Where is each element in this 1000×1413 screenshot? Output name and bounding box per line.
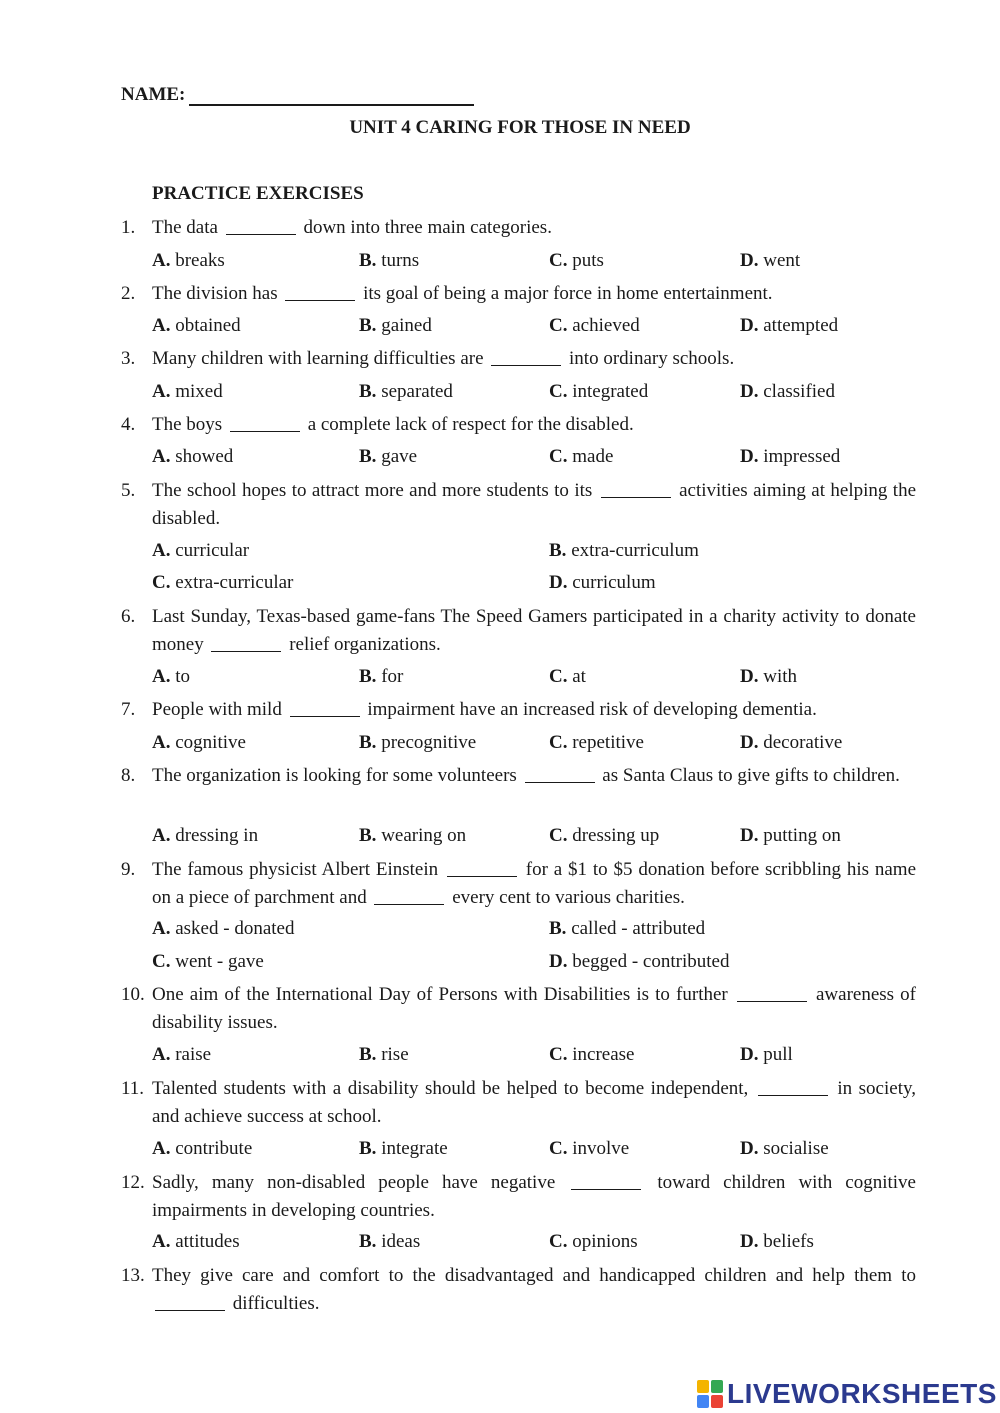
option-text: obtained [170, 315, 241, 336]
question-stem [152, 477, 916, 533]
answer-blank[interactable] [211, 635, 281, 652]
answer-option[interactable] [549, 312, 640, 340]
name-blank-line[interactable] [189, 86, 474, 106]
answer-blank[interactable] [525, 766, 595, 783]
option-text: separated [376, 381, 453, 402]
question-stem [152, 1262, 916, 1318]
stem-text: relief organizations. [284, 634, 441, 655]
option-text: extra-curriculum [566, 540, 699, 561]
option-text: for [376, 666, 404, 687]
option-letter: C. [152, 572, 171, 593]
question-12 [121, 1169, 916, 1225]
option-letter: D. [740, 825, 759, 846]
question-9 [121, 856, 916, 912]
answer-option[interactable] [549, 537, 699, 565]
option-letter: B. [359, 381, 377, 402]
question-stem [152, 345, 916, 373]
stem-text: activities aiming at helping the disabled. [152, 480, 917, 529]
option-letter: B. [549, 540, 567, 561]
answer-blank[interactable] [290, 700, 360, 717]
answer-option[interactable] [359, 729, 476, 757]
answer-option[interactable] [549, 729, 644, 757]
answer-blank[interactable] [737, 985, 807, 1002]
answer-blank[interactable] [285, 284, 355, 301]
option-text: dressing up [567, 825, 660, 846]
answer-option[interactable] [152, 378, 223, 406]
option-letter: C. [549, 315, 568, 336]
option-text: contribute [170, 1138, 253, 1159]
option-text: socialise [758, 1138, 829, 1159]
option-text: with [758, 666, 798, 687]
option-text: mixed [170, 381, 223, 402]
option-text: extra-curricular [170, 572, 294, 593]
option-text: begged - contributed [567, 951, 730, 972]
answer-option[interactable] [549, 663, 586, 691]
option-letter: D. [740, 732, 759, 753]
option-letter: A. [152, 250, 171, 271]
option-text: classified [758, 381, 835, 402]
stem-text: down into three main categories. [298, 217, 552, 238]
option-letter: A. [152, 1231, 171, 1252]
answer-option[interactable] [549, 1135, 629, 1163]
option-text: wearing on [376, 825, 467, 846]
option-text: gained [376, 315, 432, 336]
answer-option[interactable] [549, 1041, 634, 1069]
option-text: gave [376, 446, 418, 467]
option-text: curricular [170, 540, 250, 561]
question-stem [152, 1169, 916, 1225]
option-text: impressed [758, 446, 841, 467]
stem-text: The boys [152, 414, 227, 435]
answer-option[interactable] [359, 1041, 409, 1069]
stem-text: difficulties. [228, 1293, 320, 1314]
option-letter: B. [549, 918, 567, 939]
option-letter: C. [549, 1138, 568, 1159]
question-stem [152, 1075, 916, 1131]
stem-text: in society, and achieve success at school. [152, 1078, 916, 1127]
answer-blank[interactable] [601, 481, 671, 498]
option-letter: A. [152, 732, 171, 753]
stem-text: every cent to various charities. [447, 887, 685, 908]
question-number: 11. [121, 1078, 145, 1099]
option-letter: C. [549, 732, 568, 753]
answer-option[interactable] [359, 663, 403, 691]
question-8 [121, 762, 916, 790]
answer-option[interactable] [740, 443, 840, 471]
answer-option[interactable] [152, 443, 233, 471]
question-number: 1. [121, 217, 136, 238]
stem-text: Talented students with a disability should be helped to become independent, [152, 1078, 755, 1099]
option-text: went - gave [170, 951, 264, 972]
option-text: repetitive [567, 732, 644, 753]
stem-text: The famous physicist Albert Einstein [152, 859, 444, 880]
answer-option[interactable] [740, 247, 800, 275]
stem-text: Many children with learning difficulties are [152, 348, 489, 369]
option-letter: C. [549, 825, 568, 846]
name-label: NAME: [121, 84, 186, 105]
option-letter: C. [549, 250, 568, 271]
option-letter: B. [359, 1231, 377, 1252]
answer-option[interactable] [549, 822, 659, 850]
option-text: went [758, 250, 801, 271]
option-text: showed [170, 446, 234, 467]
option-letter: D. [549, 951, 568, 972]
option-letter: B. [359, 446, 377, 467]
answer-option[interactable] [152, 663, 190, 691]
stem-text: They give care and comfort to the disadvantaged and handicapped children and help them to [152, 1265, 916, 1286]
option-letter: D. [740, 1231, 759, 1252]
question-number: 9. [121, 859, 136, 880]
option-text: cognitive [170, 732, 246, 753]
question-2 [121, 280, 916, 308]
logo-square [697, 1380, 709, 1393]
option-text: at [567, 666, 586, 687]
answer-option[interactable] [740, 729, 842, 757]
option-letter: D. [740, 381, 759, 402]
option-letter: C. [549, 1044, 568, 1065]
option-text: achieved [567, 315, 640, 336]
option-letter: B. [359, 315, 377, 336]
option-letter: A. [152, 381, 171, 402]
question-stem [152, 696, 916, 724]
question-number: 12. [121, 1172, 145, 1193]
answer-option[interactable] [152, 312, 241, 340]
option-text: beliefs [758, 1231, 814, 1252]
option-text: putting on [758, 825, 841, 846]
answer-blank[interactable] [571, 1173, 641, 1190]
option-text: opinions [567, 1231, 638, 1252]
option-letter: A. [152, 315, 171, 336]
answer-option[interactable] [152, 915, 294, 943]
option-text: turns [376, 250, 420, 271]
section-title: PRACTICE EXERCISES [152, 183, 364, 204]
answer-blank[interactable] [155, 1294, 225, 1311]
question-stem [152, 280, 916, 308]
option-letter: A. [152, 1138, 171, 1159]
answer-option[interactable] [359, 443, 417, 471]
answer-option[interactable] [359, 1228, 420, 1256]
answer-option[interactable] [740, 822, 841, 850]
option-letter: A. [152, 666, 171, 687]
answer-option[interactable] [152, 247, 225, 275]
option-letter: A. [152, 918, 171, 939]
option-letter: C. [549, 381, 568, 402]
option-text: integrate [376, 1138, 448, 1159]
question-7 [121, 696, 916, 724]
answer-option[interactable] [549, 569, 656, 597]
question-number: 6. [121, 606, 136, 627]
stem-text: into ordinary schools. [564, 348, 735, 369]
option-text: precognitive [376, 732, 477, 753]
option-letter: D. [549, 572, 568, 593]
stem-text: The organization is looking for some volunteers [152, 765, 522, 786]
answer-blank[interactable] [374, 888, 444, 905]
option-text: curriculum [567, 572, 656, 593]
answer-option[interactable] [740, 1041, 793, 1069]
option-text: attitudes [170, 1231, 240, 1252]
option-letter: C. [549, 666, 568, 687]
logo-square [711, 1380, 723, 1393]
stem-text: toward children with cognitive impairments in developing countries. [152, 1172, 916, 1221]
name-field [121, 84, 474, 106]
stem-text: impairment have an increased risk of developing dementia. [362, 699, 817, 720]
stem-text: Sadly, many non-disabled people have negative [152, 1172, 569, 1193]
answer-option[interactable] [359, 822, 466, 850]
question-1 [121, 214, 916, 242]
question-number: 7. [121, 699, 136, 720]
option-text: rise [376, 1044, 409, 1065]
option-letter: B. [359, 1044, 377, 1065]
option-text: puts [567, 250, 604, 271]
answer-option[interactable] [152, 537, 249, 565]
answer-option[interactable] [549, 247, 604, 275]
question-number: 8. [121, 765, 136, 786]
stem-text: The data [152, 217, 223, 238]
option-text: ideas [376, 1231, 421, 1252]
question-number: 13. [121, 1265, 145, 1286]
answer-option[interactable] [359, 1135, 448, 1163]
option-letter: B. [359, 825, 377, 846]
stem-text: One aim of the International Day of Persons with Disabilities is to further [152, 984, 734, 1005]
answer-blank[interactable] [758, 1079, 828, 1096]
option-letter: B. [359, 732, 377, 753]
option-letter: A. [152, 446, 171, 467]
option-letter: C. [152, 951, 171, 972]
answer-option[interactable] [359, 378, 453, 406]
stem-text: People with mild [152, 699, 287, 720]
option-text: dressing in [170, 825, 259, 846]
option-letter: A. [152, 825, 171, 846]
option-letter: D. [740, 446, 759, 467]
logo-square [697, 1395, 709, 1408]
question-10 [121, 981, 916, 1037]
answer-blank[interactable] [226, 218, 296, 235]
option-letter: D. [740, 315, 759, 336]
question-6 [121, 603, 916, 659]
option-text: involve [567, 1138, 630, 1159]
option-text: attempted [758, 315, 839, 336]
stem-text: Last Sunday, Texas-based game-fans The Speed Gamers participated in a charity activity to donate money [152, 606, 916, 655]
question-4 [121, 411, 916, 439]
answer-option[interactable] [359, 312, 432, 340]
answer-option[interactable] [740, 378, 835, 406]
stem-text: its goal of being a major force in home entertainment. [358, 283, 773, 304]
option-text: increase [567, 1044, 635, 1065]
option-text: pull [758, 1044, 793, 1065]
answer-option[interactable] [549, 378, 648, 406]
stem-text: a complete lack of respect for the disabled. [302, 414, 634, 435]
option-text: made [567, 446, 614, 467]
option-text: breaks [170, 250, 225, 271]
question-number: 4. [121, 414, 136, 435]
answer-option[interactable] [152, 948, 264, 976]
stem-text: as Santa Claus to give gifts to children. [597, 765, 900, 786]
logo-square [711, 1395, 723, 1408]
option-text: decorative [758, 732, 843, 753]
logo-text: LIVEWORKSHEETS [727, 1378, 997, 1409]
question-number: 3. [121, 348, 136, 369]
answer-option[interactable] [152, 822, 258, 850]
option-text: to [170, 666, 191, 687]
answer-option[interactable] [740, 312, 838, 340]
option-letter: A. [152, 540, 171, 561]
answer-option[interactable] [549, 948, 729, 976]
question-stem [152, 411, 916, 439]
stem-text: awareness of disability issues. [152, 984, 916, 1033]
option-letter: D. [740, 666, 759, 687]
option-letter: A. [152, 1044, 171, 1065]
answer-option[interactable] [359, 247, 419, 275]
liveworksheets-logo [697, 1377, 997, 1411]
answer-option[interactable] [740, 1135, 829, 1163]
answer-option[interactable] [152, 1041, 211, 1069]
question-5 [121, 477, 916, 533]
option-letter: D. [740, 250, 759, 271]
answer-option[interactable] [152, 569, 293, 597]
option-letter: D. [740, 1044, 759, 1065]
option-text: called - attributed [566, 918, 706, 939]
question-stem [152, 981, 916, 1037]
option-letter: C. [549, 1231, 568, 1252]
stem-text: The division has [152, 283, 283, 304]
option-text: raise [170, 1044, 212, 1065]
question-number: 10. [121, 984, 145, 1005]
question-stem [152, 214, 916, 242]
question-13 [121, 1262, 916, 1318]
option-letter: D. [740, 1138, 759, 1159]
answer-option[interactable] [549, 915, 705, 943]
answer-option[interactable] [152, 1135, 252, 1163]
unit-title: UNIT 4 CARING FOR THOSE IN NEED [349, 117, 691, 138]
option-letter: B. [359, 250, 377, 271]
answer-option[interactable] [740, 1228, 814, 1256]
logo-mark-icon [697, 1380, 723, 1408]
answer-option[interactable] [549, 443, 613, 471]
question-number: 2. [121, 283, 136, 304]
option-text: asked - donated [170, 918, 295, 939]
option-letter: B. [359, 1138, 377, 1159]
answer-option[interactable] [152, 729, 246, 757]
answer-blank[interactable] [491, 349, 561, 366]
stem-text: The school hopes to attract more and more students to its [152, 480, 598, 501]
question-stem [152, 603, 916, 659]
stem-text: for a $1 to $5 donation before scribbling his name on a piece of parchment and [152, 859, 916, 908]
answer-option[interactable] [549, 1228, 638, 1256]
question-number: 5. [121, 480, 136, 501]
answer-option[interactable] [740, 663, 797, 691]
option-text: integrated [567, 381, 649, 402]
question-stem [152, 762, 916, 790]
option-letter: C. [549, 446, 568, 467]
question-stem [152, 856, 916, 912]
answer-blank[interactable] [230, 415, 300, 432]
option-letter: B. [359, 666, 377, 687]
question-11 [121, 1075, 916, 1131]
answer-blank[interactable] [447, 860, 517, 877]
question-3 [121, 345, 916, 373]
answer-option[interactable] [152, 1228, 240, 1256]
